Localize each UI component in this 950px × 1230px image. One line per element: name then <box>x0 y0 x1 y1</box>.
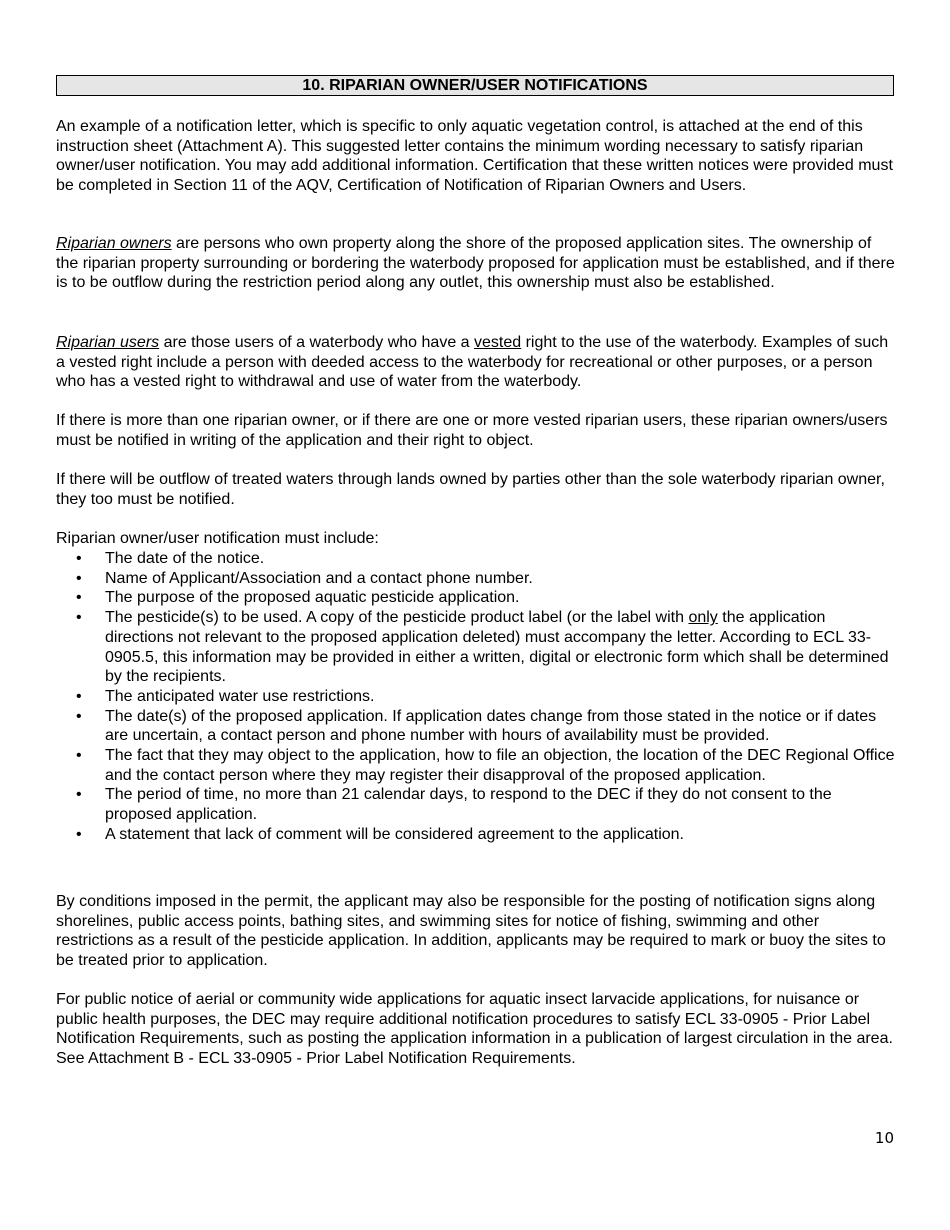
riparian-users-term: Riparian users <box>56 334 160 351</box>
list-item <box>56 588 896 608</box>
list-intro: Riparian owner/user notification must include: <box>56 530 379 547</box>
list-item-text: Name of Applicant/Association and a contact phone number. <box>105 569 533 587</box>
bullet-icon: • <box>76 747 82 765</box>
bullet-icon: • <box>76 589 82 607</box>
bullet-icon: • <box>76 687 82 705</box>
vested-term: vested <box>474 334 522 351</box>
riparian-users-text-a: are those users of a waterbody who have a <box>159 334 475 351</box>
only-term: only <box>688 609 718 627</box>
list-item-text: The date(s) of the proposed application. If application dates change from those stated in the notice or if dates are uncertain, a contact person and phone number with hours of availability must be provided. <box>105 707 877 745</box>
section-title: 10. RIPARIAN OWNER/USER NOTIFICATIONS <box>56 75 894 96</box>
riparian-users-paragraph <box>56 333 896 392</box>
riparian-owners-text: are persons who own property along the shore of the proposed application sites. The ownership of the riparian property surrounding or bordering the waterbody proposed for application must be established, and if there is to be outflow during the restriction period along any outlet, this ownership must also be established. <box>56 235 895 292</box>
list-item-text: The fact that they may object to the application, how to file an objection, the location of the DEC Regional Office and the contact person where they may register their disapproval of the proposed application. <box>105 747 895 784</box>
bullet-icon: • <box>76 609 82 627</box>
list-item <box>56 746 896 785</box>
list-item-text: The date of the notice. <box>105 550 265 567</box>
list-item-text-b: the application directions not relevant to the proposed application deleted) must accompany the letter. According to ECL 33-0905.5, this information may be provided in either a written, digital or electronic form which shall be determined by the recipients. <box>105 609 889 686</box>
list-item-text: The period of time, no more than 21 calendar days, to respond to the DEC if they do not consent to the proposed application. <box>105 786 832 824</box>
riparian-users-text-b: right to the use of the waterbody. Examples of such a vested right include a person with deeded access to the waterbody for recreational or other purposes, or a person who has a vested right to withdrawal and use of water from the waterbody. <box>56 334 889 391</box>
list-item <box>56 608 896 687</box>
riparian-owners-term: Riparian owners <box>56 235 172 252</box>
page-number: 10 <box>874 1129 894 1147</box>
list-item <box>56 707 896 746</box>
outflow-paragraph: If there will be outflow of treated waters through lands owned by parties other than the sole waterbody riparian owner, they too must be notified. <box>56 471 885 508</box>
multi-owner-paragraph: If there is more than one riparian owner, or if there are one or more vested riparian users, these riparian owners/users must be notified in writing of the application and their right to object. <box>56 412 888 449</box>
list-item-text: A statement that lack of comment will be considered agreement to the application. <box>105 825 684 843</box>
bullet-icon: • <box>76 707 82 725</box>
bullet-icon: • <box>76 550 82 567</box>
riparian-owners-paragraph <box>56 234 896 293</box>
bullet-icon: • <box>76 569 82 587</box>
bullet-icon: • <box>76 786 82 804</box>
notification-requirements-list <box>56 549 896 845</box>
bullet-icon: • <box>76 825 82 843</box>
list-item <box>56 825 896 845</box>
list-item-text: The purpose of the proposed aquatic pesticide application. <box>105 589 520 607</box>
list-item <box>56 687 896 707</box>
public-notice-paragraph: For public notice of aerial or community wide applications for aquatic insect larvacide applications, for nuisance or public health purposes, the DEC may require additional notification procedures to satisfy ECL 33-0905 - Prior Label Notification Requirements, such as posting the application information in a publication of largest circulation in the area. See Attachment B - ECL 33-0905 - Prior Label Notification Requirements. <box>56 991 893 1068</box>
posting-paragraph: By conditions imposed in the permit, the applicant may also be responsible for the posting of notification signs along shorelines, public access points, bathing sites, and swimming sites for notice of fishing, swimming and other restrictions as a result of the pesticide application. In addition, applicants may be required to mark or buoy the sites to be treated prior to application. <box>56 893 886 970</box>
list-item-text-a: The pesticide(s) to be used. A copy of the pesticide product label (or the label with <box>105 609 689 627</box>
intro-paragraph: An example of a notification letter, which is specific to only aquatic vegetation control, is attached at the end of this instruction sheet (Attachment A). This suggested letter contains the minimum wording necessary to satisfy riparian owner/user notification. You may add additional information. Certification that these written notices were provided must be completed in Section 11 of the AQV, Certification of Notification of Riparian Owners and Users. <box>56 118 893 195</box>
list-item <box>56 569 896 589</box>
list-item <box>56 549 896 569</box>
list-item <box>56 785 896 824</box>
list-item-text: The anticipated water use restrictions. <box>105 687 375 705</box>
